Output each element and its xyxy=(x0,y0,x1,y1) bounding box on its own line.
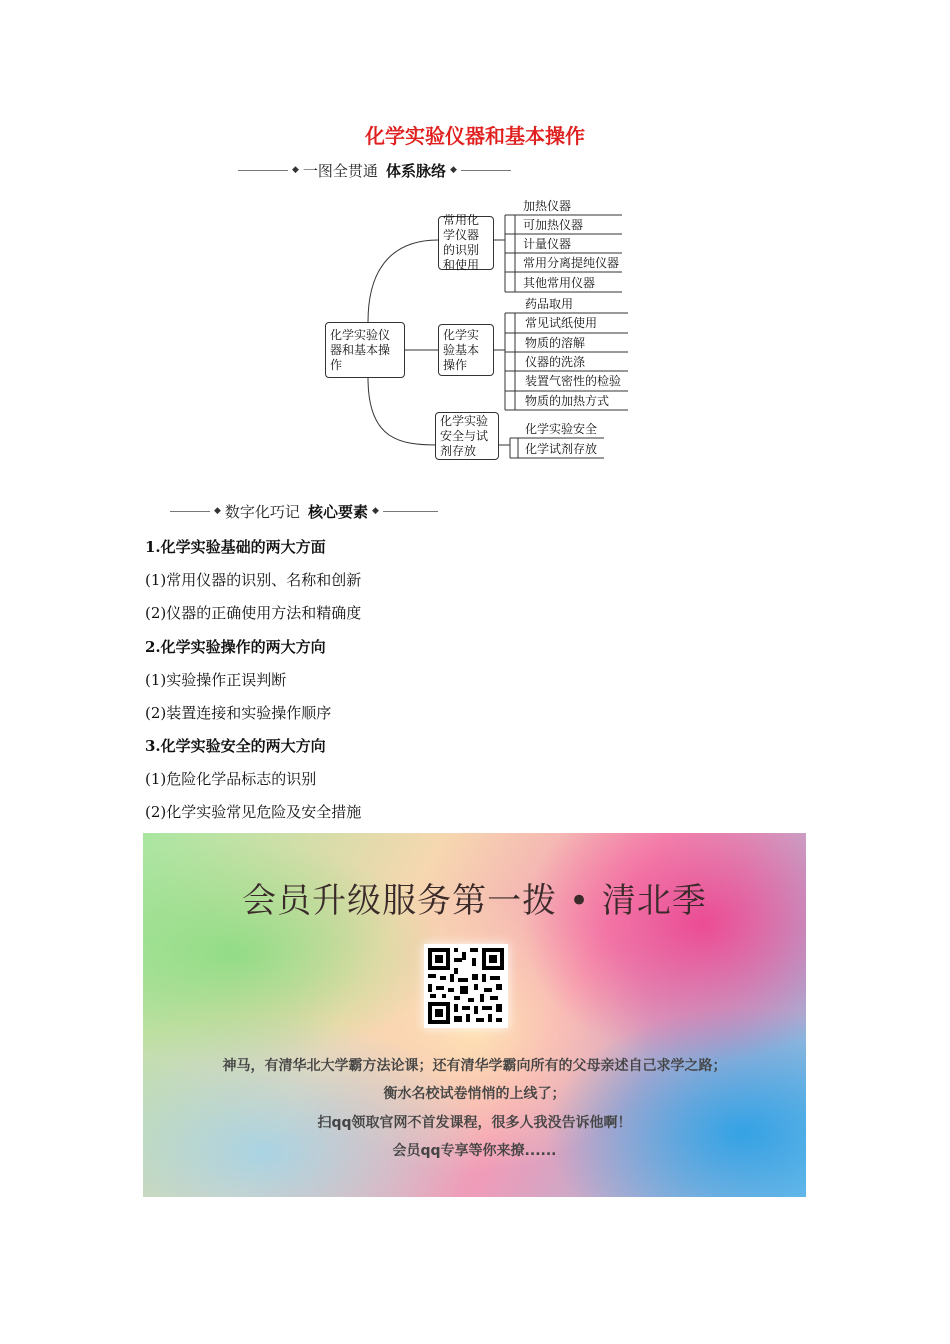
mind-map-leaf: 物质的溶解 xyxy=(525,336,586,350)
mind-map-root xyxy=(325,322,405,378)
diamond-icon: ◆ xyxy=(371,506,379,516)
mind-map-leaf: 可加热仪器 xyxy=(523,218,584,232)
mind-map-leaf: 加热仪器 xyxy=(523,199,572,213)
mind-map-branch xyxy=(438,324,494,376)
mind-map-leaf: 化学试剂存放 xyxy=(525,442,598,456)
promo-line: 神马，有清华北大学霸方法论课；还有清华学霸向所有的父母亲述自己求学之路； xyxy=(222,1058,727,1074)
mind-map-branch xyxy=(435,412,499,460)
banner-strong-label: 核心要素 xyxy=(307,502,368,521)
section-item: (2)化学实验常见危险及安全措施 xyxy=(145,803,362,821)
section-item: (1)常用仪器的识别、名称和创新 xyxy=(145,571,362,589)
banner-label: 数字化巧记 xyxy=(224,502,300,521)
diamond-icon: ◆ xyxy=(449,165,457,175)
branch-label: 常用化学仪器的识别和使用 xyxy=(443,213,480,272)
promo-line: 扫qq领取官网不首发课程，很多人我没告诉他啊！ xyxy=(317,1115,632,1131)
document-title: 化学实验仪器和基本操作 xyxy=(365,124,585,148)
banner-label: 一图全贯通 xyxy=(302,161,378,180)
qr-code-graphic xyxy=(424,944,508,1028)
section-heading: 2.化学实验操作的两大方向 xyxy=(145,638,326,656)
mind-map-root-label: 化学实验仪器和基本操作 xyxy=(330,327,391,372)
section-item: (2)装置连接和实验操作顺序 xyxy=(145,704,332,722)
mind-map-leaf: 计量仪器 xyxy=(523,237,572,251)
mind-map-leaf: 其他常用仪器 xyxy=(523,276,596,290)
banner-rule xyxy=(170,511,210,512)
banner-rule xyxy=(383,511,438,512)
diamond-icon: ◆ xyxy=(292,165,299,175)
section-heading: 3.化学实验安全的两大方向 xyxy=(145,737,326,755)
section-item: (1)危险化学品标志的识别 xyxy=(145,770,317,788)
mind-map-leaf: 装置气密性的检验 xyxy=(525,374,622,388)
promo-banner[interactable] xyxy=(143,833,806,1197)
mind-map-branch xyxy=(438,213,494,272)
branch-label: 化学实验基本操作 xyxy=(443,327,480,372)
banner-strong-label: 体系脉络 xyxy=(385,161,446,180)
mind-map-leaf: 物质的加热方式 xyxy=(525,394,610,408)
section-item: (1)实验操作正误判断 xyxy=(145,671,287,689)
section-item: (2)仪器的正确使用方法和精确度 xyxy=(145,604,362,622)
branch-label: 化学实验安全与试剂存放 xyxy=(440,413,489,458)
diamond-icon: ◆ xyxy=(214,506,221,516)
promo-line: 会员qq专享等你来撩...... xyxy=(392,1143,557,1159)
promo-line: 衡水名校试卷悄悄的上线了； xyxy=(383,1086,566,1102)
qr-code-icon[interactable] xyxy=(424,944,508,1028)
mind-map-leaf: 常用分离提纯仪器 xyxy=(523,256,620,270)
mind-map-leaf: 常见试纸使用 xyxy=(525,316,598,330)
promo-headline: 会员升级服务第一拨 • 清北季 xyxy=(242,881,707,921)
mind-map-leaf: 仪器的洗涤 xyxy=(525,355,586,369)
mind-map-leaf: 化学实验安全 xyxy=(525,422,598,436)
mind-map-leaf: 药品取用 xyxy=(525,297,574,311)
section-banner-key-points xyxy=(170,499,438,523)
section-heading: 1.化学实验基础的两大方面 xyxy=(145,538,326,556)
